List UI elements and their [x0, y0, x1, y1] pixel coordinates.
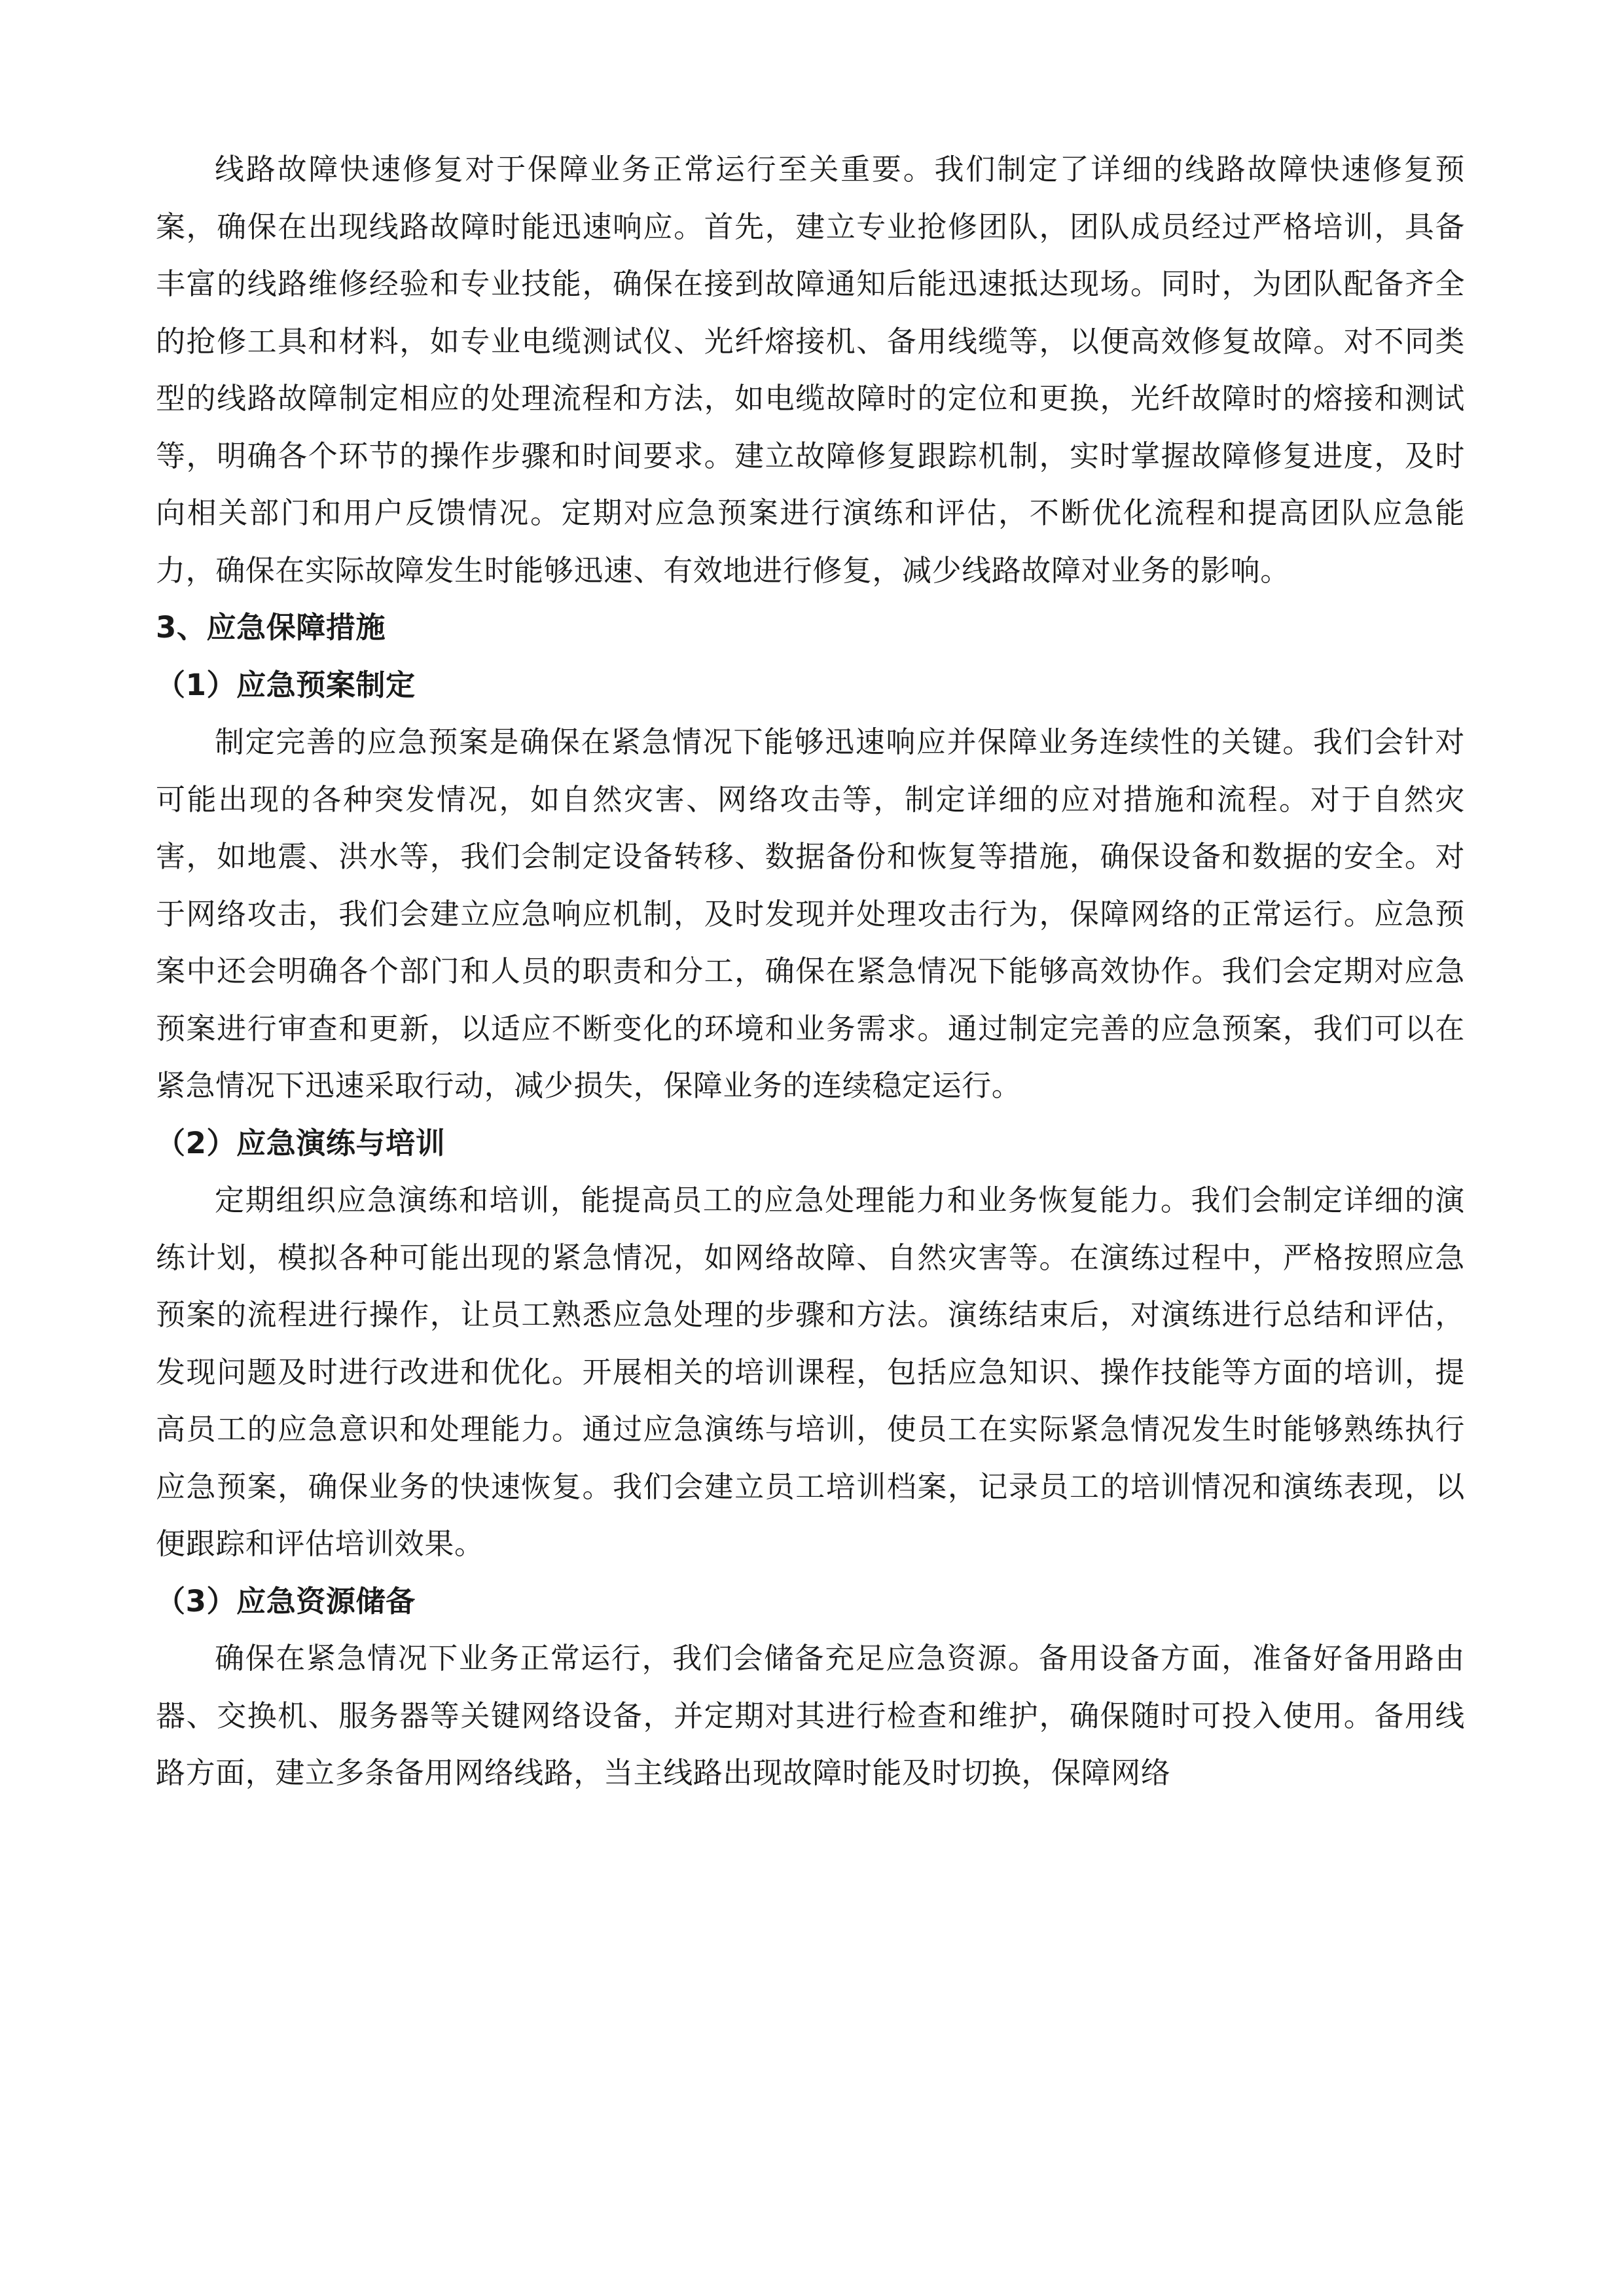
subsection-heading-emergency-plan: （1）应急预案制定 [156, 667, 416, 702]
paragraph-line-repair: 线路故障快速修复对于保障业务正常运行至关重要。我们制定了详细的线路故障快速修复预案，确保在出现线路故障时能迅速响应。首先，建立专业抢修团队，团队成员经过严格培训，具备丰富的线路维修经验和专业技能，确保在接到故障通知后能迅速抵达现场。同时，为团队配备齐全的抢修工具和材料，如专业电缆测试仪、光纤熔接机、备用线缆等，以便高效修复故障。对不同类型的线路故障制定相应的处理流程和方法，如电缆故障时的定位和更换，光纤故障时的熔接和测试等，明确各个环节的操作步骤和时间要求。建立故障修复跟踪机制，实时掌握故障修复进度，及时向相关部门和用户反馈情况。定期对应急预案进行演练和评估，不断优化流程和提高团队应急能力，确保在实际故障发生时能够迅速、有效地进行修复，减少线路故障对业务的影响。 [156, 152, 1465, 588]
paragraph-emergency-plan: 制定完善的应急预案是确保在紧急情况下能够迅速响应并保障业务连续性的关键。我们会针对可能出现的各种突发情况，如自然灾害、网络攻击等，制定详细的应对措施和流程。对于自然灾害，如地震、洪水等，我们会制定设备转移、数据备份和恢复等措施，确保设备和数据的安全。对于网络攻击，我们会建立应急响应机制，及时发现并处理攻击行为，保障网络的正常运行。应急预案中还会明确各个部门和人员的职责和分工，确保在紧急情况下能够高效协作。我们会定期对应急预案进行审查和更新，以适应不断变化的环境和业务需求。通过制定完善的应急预案，我们可以在紧急情况下迅速采取行动，减少损失，保障业务的连续稳定运行。 [156, 725, 1465, 1103]
paragraph-resource-reserve: 确保在紧急情况下业务正常运行，我们会储备充足应急资源。备用设备方面，准备好备用路由器、交换机、服务器等关键网络设备，并定期对其进行检查和维护，确保随时可投入使用。备用线路方面，建立多条备用网络线路，当主线路出现故障时能及时切换，保障网络 [156, 1641, 1465, 1790]
paragraph-drills-training: 定期组织应急演练和培训，能提高员工的应急处理能力和业务恢复能力。我们会制定详细的演练计划，模拟各种可能出现的紧急情况，如网络故障、自然灾害等。在演练过程中，严格按照应急预案的流程进行操作，让员工熟悉应急处理的步骤和方法。演练结束后，对演练进行总结和评估，发现问题及时进行改进和优化。开展相关的培训课程，包括应急知识、操作技能等方面的培训，提高员工的应急意识和处理能力。通过应急演练与培训，使员工在实际紧急情况发生时能够熟练执行应急预案，确保业务的快速恢复。我们会建立员工培训档案，记录员工的培训情况和演练表现，以便跟踪和评估培训效果。 [156, 1183, 1465, 1561]
subsection-heading-resource-reserve: （3）应急资源储备 [156, 1583, 416, 1619]
document-body [156, 141, 1465, 1802]
subsection-heading-drills-training: （2）应急演练与培训 [156, 1125, 446, 1160]
section-heading-emergency-measures: 3、应急保障措施 [156, 610, 386, 645]
